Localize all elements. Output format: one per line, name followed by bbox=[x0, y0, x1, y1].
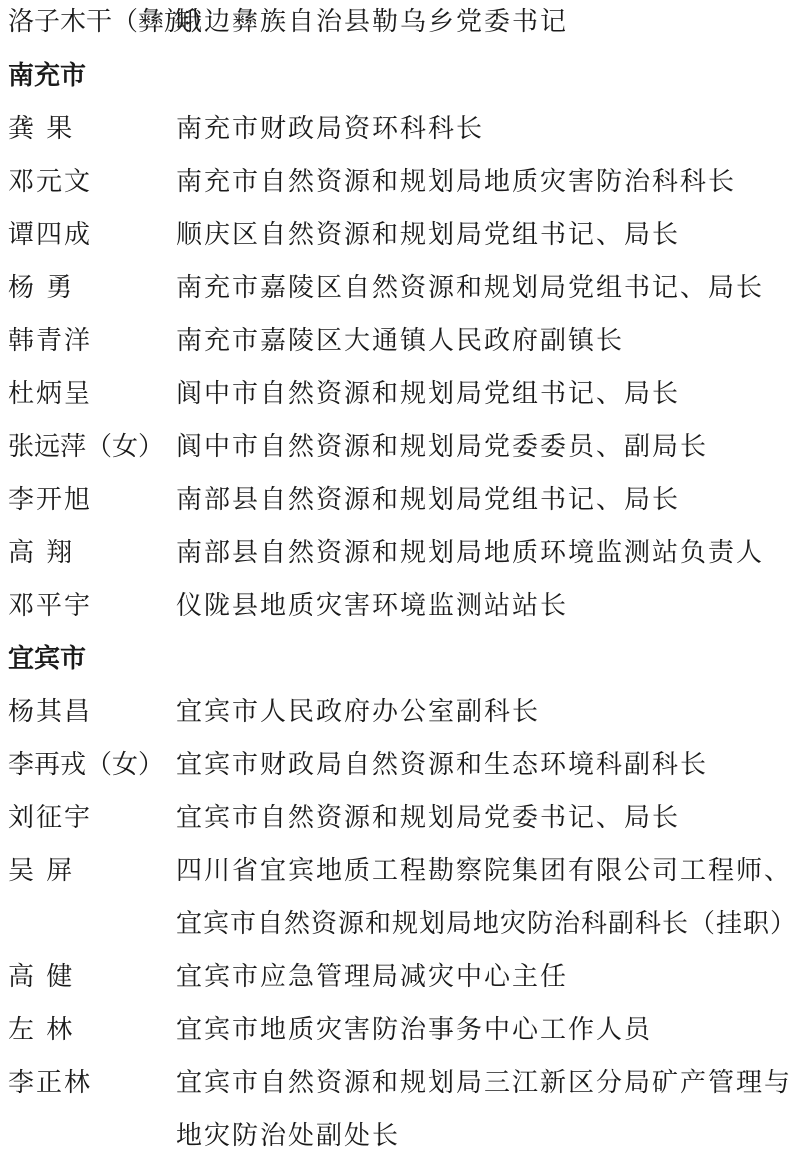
entry-name: 吴 屏 bbox=[8, 856, 75, 886]
entry-name: 韩青洋 bbox=[8, 326, 93, 356]
entry-name: 李再戎（女） bbox=[8, 750, 165, 780]
entry-name: 杨 勇 bbox=[8, 273, 75, 303]
entry-title: 南充市财政局资环科科长 bbox=[176, 114, 485, 144]
entry-title: 南充市嘉陵区自然资源和规划局党组书记、局长 bbox=[176, 273, 765, 303]
entry-title: 宜宾市自然资源和规划局三江新区分局矿产管理与 bbox=[176, 1068, 793, 1098]
entry-title-continuation: 地灾防治处副处长 bbox=[176, 1121, 401, 1151]
entry-name: 杨其昌 bbox=[8, 697, 93, 727]
entry-title: 仪陇县地质灾害环境监测站站长 bbox=[176, 591, 569, 621]
section-heading: 南充市 bbox=[8, 61, 87, 91]
entry-title: 宜宾市财政局自然资源和生态环境科副科长 bbox=[176, 750, 709, 780]
entry-title: 阆中市自然资源和规划局党委委员、副局长 bbox=[176, 432, 709, 462]
entry-title: 四川省宜宾地质工程勘察院集团有限公司工程师、 bbox=[176, 856, 793, 886]
entry-title: 南部县自然资源和规划局地质环境监测站负责人 bbox=[176, 538, 765, 568]
entry-title: 宜宾市地质灾害防治事务中心工作人员 bbox=[176, 1015, 653, 1045]
entry-title: 峨边彝族自治县勒乌乡党委书记 bbox=[176, 7, 569, 37]
entry-title-continuation: 宜宾市自然资源和规划局地灾防治科副科长（挂职） bbox=[176, 909, 798, 939]
entry-name: 刘征宇 bbox=[8, 803, 93, 833]
entry-name: 谭四成 bbox=[8, 220, 93, 250]
entry-title: 宜宾市应急管理局减灾中心主任 bbox=[176, 962, 569, 992]
entry-title: 宜宾市人民政府办公室副科长 bbox=[176, 697, 541, 727]
entry-title: 南充市自然资源和规划局地质灾害防治科科长 bbox=[176, 167, 737, 197]
entry-name: 龚 果 bbox=[8, 114, 75, 144]
entry-name: 杜炳呈 bbox=[8, 379, 93, 409]
entry-name: 邓平宇 bbox=[8, 591, 93, 621]
entry-name: 李开旭 bbox=[8, 485, 93, 515]
entry-name: 高 健 bbox=[8, 962, 75, 992]
section-heading: 宜宾市 bbox=[8, 644, 87, 674]
entry-name: 洛子木干（彝族） bbox=[8, 7, 217, 37]
entry-title: 阆中市自然资源和规划局党组书记、局长 bbox=[176, 379, 681, 409]
entry-title: 南部县自然资源和规划局党组书记、局长 bbox=[176, 485, 681, 515]
entry-title: 顺庆区自然资源和规划局党组书记、局长 bbox=[176, 220, 681, 250]
entry-title: 南充市嘉陵区大通镇人民政府副镇长 bbox=[176, 326, 625, 356]
entry-name: 邓元文 bbox=[8, 167, 93, 197]
entry-name: 左 林 bbox=[8, 1015, 75, 1045]
entry-name: 李正林 bbox=[8, 1068, 93, 1098]
entry-name: 高 翔 bbox=[8, 538, 75, 568]
entry-title: 宜宾市自然资源和规划局党委书记、局长 bbox=[176, 803, 681, 833]
entry-name: 张远萍（女） bbox=[8, 432, 165, 462]
